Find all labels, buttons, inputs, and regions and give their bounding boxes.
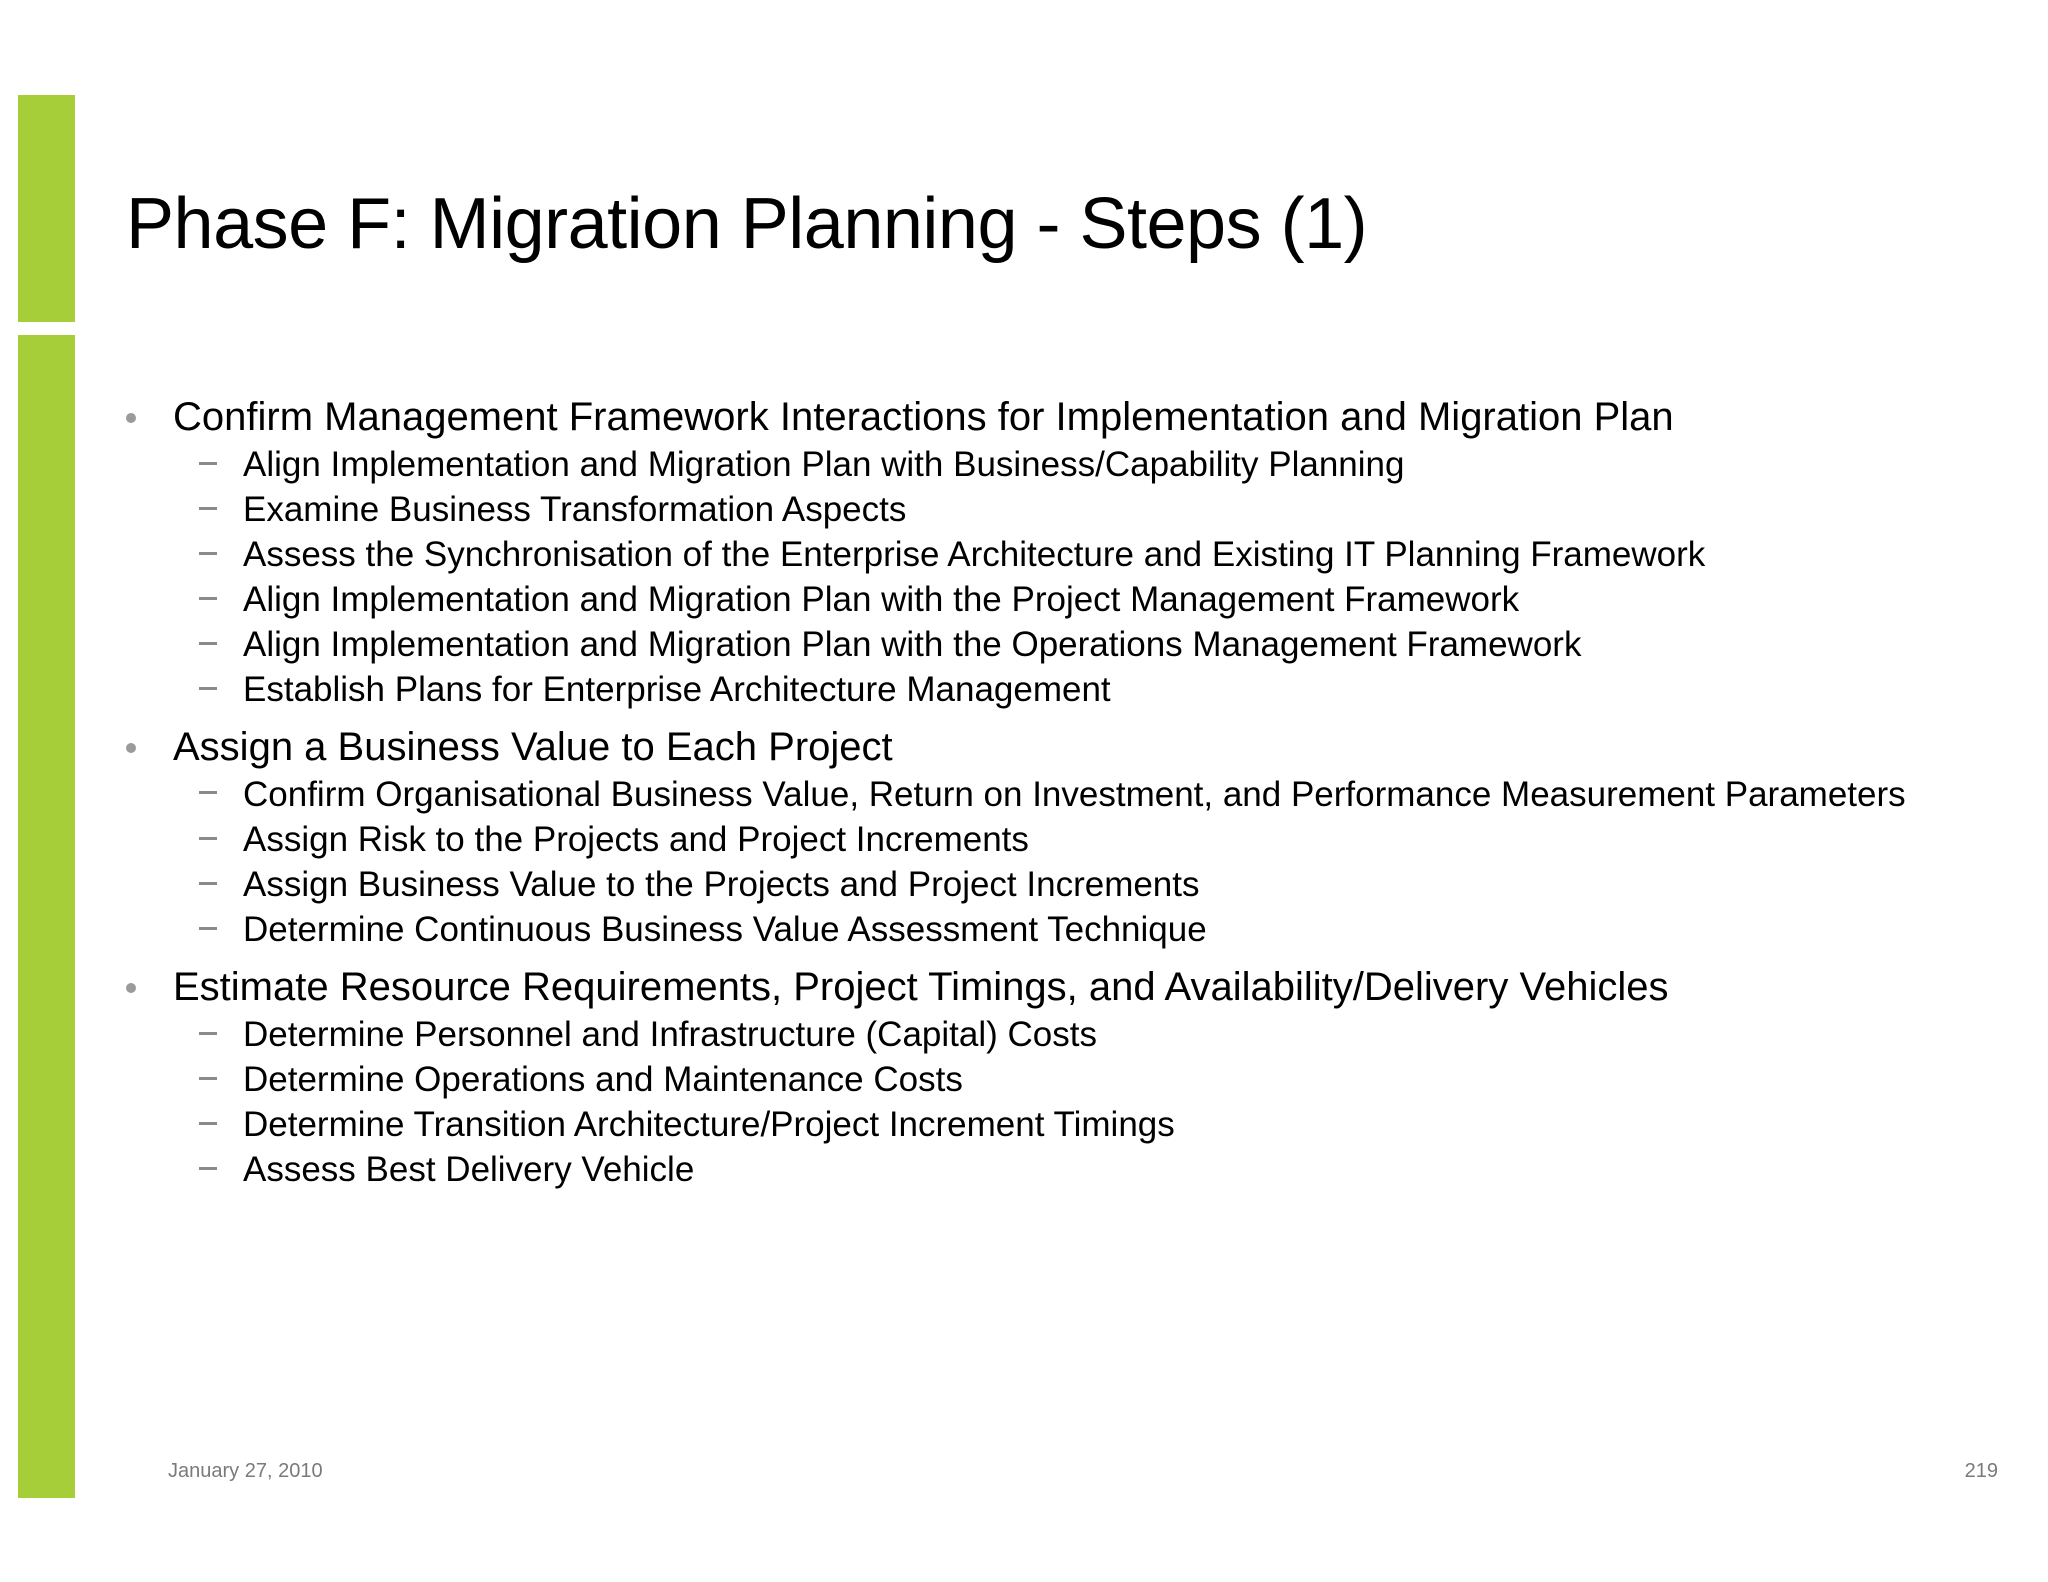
page-number: 219 (1964, 1460, 1998, 1482)
sub-item-text: Align Implementation and Migration Plan with the Project Management Framework (243, 580, 1520, 619)
section-assign-business-value (126, 722, 2006, 952)
sub-list-item (126, 442, 2006, 487)
sub-list-item (126, 487, 2006, 532)
sub-list-item (126, 772, 2023, 817)
dash-icon (199, 462, 217, 465)
sub-list-item (126, 577, 2006, 622)
slide-content (126, 392, 2006, 1202)
bullet-heading: Estimate Resource Requirements, Project Timings, and Availability/Delivery Vehicles (173, 965, 1669, 1009)
dash-icon (199, 882, 217, 885)
dash-icon (199, 837, 217, 840)
sub-list (126, 1012, 2006, 1192)
dash-icon (199, 1032, 217, 1035)
bullet-icon (126, 743, 136, 753)
sub-item-text: Determine Continuous Business Value Assessment Technique (243, 910, 1207, 949)
dash-icon (199, 1122, 217, 1125)
bullet-heading: Confirm Management Framework Interactions for Implementation and Migration Plan (173, 395, 1674, 439)
bullet-icon (126, 413, 136, 423)
sub-item-text: Examine Business Transformation Aspects (243, 490, 907, 529)
bullet-heading: Assign a Business Value to Each Project (173, 725, 893, 769)
sub-item-text: Determine Transition Architecture/Project Increment Timings (243, 1105, 1175, 1144)
sub-list (126, 442, 2006, 712)
sub-item-text: Align Implementation and Migration Plan with the Operations Management Framework (243, 625, 1582, 664)
bullet-item (126, 722, 2006, 772)
sub-list-item (126, 1102, 2006, 1147)
sub-item-text: Assign Business Value to the Projects and Project Increments (243, 865, 1200, 904)
sub-item-text: Align Implementation and Migration Plan with Business/Capability Planning (243, 445, 1405, 484)
sub-item-text: Establish Plans for Enterprise Architecture Management (243, 670, 1111, 709)
dash-icon (199, 597, 217, 600)
sub-item-text: Determine Personnel and Infrastructure (Capital) Costs (243, 1015, 1097, 1054)
sub-item-text: Assess the Synchronisation of the Enterprise Architecture and Existing IT Planning Framework (243, 535, 1706, 574)
sub-item-text: Determine Operations and Maintenance Costs (243, 1060, 963, 1099)
sub-list-item (126, 532, 2006, 577)
sub-item-text: Assess Best Delivery Vehicle (243, 1150, 695, 1189)
dash-icon (199, 791, 217, 794)
section-confirm-management-framework (126, 392, 2006, 712)
accent-bar-top (18, 95, 75, 322)
sub-list-item (126, 1012, 2006, 1057)
sub-list-item (126, 817, 2006, 862)
dash-icon (199, 507, 217, 510)
sub-list-item (126, 907, 2006, 952)
dash-icon (199, 1077, 217, 1080)
sub-list-item (126, 1057, 2006, 1102)
bullet-item (126, 962, 2006, 1012)
sub-list-item (126, 667, 2006, 712)
bullet-icon (126, 983, 136, 993)
sub-item-text: Assign Risk to the Projects and Project Increments (243, 820, 1029, 859)
dash-icon (199, 927, 217, 930)
slide-title: Phase F: Migration Planning - Steps (1) (126, 184, 1368, 264)
section-estimate-resource-requirements (126, 962, 2006, 1192)
dash-icon (199, 687, 217, 690)
sub-list (126, 772, 2006, 952)
sub-list-item (126, 622, 2006, 667)
footer-date: January 27, 2010 (168, 1460, 323, 1482)
sub-list-item (126, 1147, 2006, 1192)
sub-item-text: Confirm Organisational Business Value, Return on Investment, and Performance Measurement Parameters (243, 775, 1906, 814)
dash-icon (199, 1167, 217, 1170)
sub-list-item (126, 862, 2006, 907)
bullet-item (126, 392, 2006, 442)
dash-icon (199, 552, 217, 555)
dash-icon (199, 642, 217, 645)
accent-bar-bottom (18, 335, 75, 1498)
